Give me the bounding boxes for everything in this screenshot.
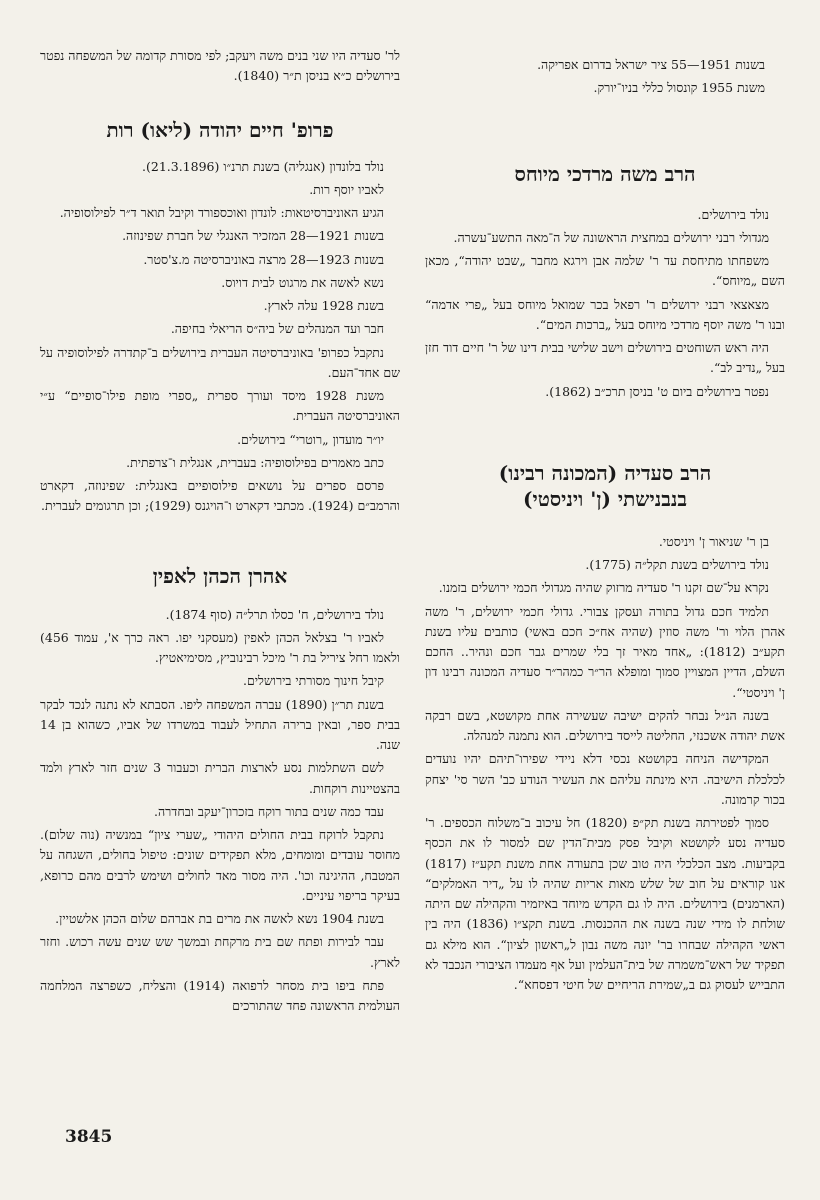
section-body-roth [40,157,400,517]
paragraph: בשנות 1921—28 המזכיר האנגלי של חברת שפינוזה. [122,228,384,244]
paragraph: היה ראש השוחטים בירושלים וישב שלישי בבית דינו של ר' חיים דוד חזן בעל „נדיב לב“. [425,340,785,376]
right-intro [425,0,785,99]
left-column [40,0,400,1019]
paragraph: פתח ביפו בית מסחר לרפואה (1914) והצליח, כשפרצה המלחמה העולמית הראשונה פחד שהתורכים [40,977,400,1013]
paragraph: נפטר בירושלים ביום ט' בניסן תרכ״ב (1862). [545,383,769,399]
paragraph: נשא לאשה את מרגוט לבית דויוס. [221,274,384,290]
paragraph: משפחתו מתיחסת עד ר' שלמה אבן וירגא מחבר „שבט יהודה“, מכאן השם „מיוחס“. [425,253,785,289]
paragraph: תלמיד חכם גדול בתורה ועסקן צבורי. גדולי חכמי ירושלים, ר' משה אהרן הלוי ור' משה סוזין (שהיה אח״כ חכם באשי) כותבים עליו בשנת תקע״ב (1812): „אחד מאיר זך בלי שמרים גבר חכם ונהיר.. החכם השלם, הדיין המצויין סמוך ומופלא הר״ר כמהר״ר סעדיה המכונה רבינו דון ן' ויניסטי“. [425,603,786,700]
paragraph: לשם השתלמות נסע לארצות הברית וכעבור 3 שנים חזר לארץ ולמד בהצטיינות רוקחות. [40,760,400,796]
page-number: 3845 [65,1127,113,1147]
paragraph: משנת 1928 מיסד ועורך ספרית „ספרי מופת פילו־סופיים“ ע״י האוניברסיטה העברית. [40,388,400,424]
paragraph: המקדישה הניחה בקושטא נכסי דלא ניידי שפירו־תיהם יהיו נועדים לכלכלת הישיבה. היא מינתה עליהם את העשיר הנודע כב' השר סי' יצחק בכור קרמונה. [425,751,785,807]
paragraph: יו״ר מועדון „רוטרי“ בירושלים. [237,431,384,447]
section-heading-meyuchas: הרב משה מרדכי מיוחס [514,161,696,186]
paragraph: בשנות 1923—28 מרצה באוניברסיטה מ.צ'סטר. [143,251,384,267]
paragraph: סמוך לפטירתה בשנת תק״פ (1820) חל עיכוב ב־משלוח הכספים. ר' סעדיה נסע לקושטא וקיבל פסק מבית־הדין שם למסור לו את הכסף בקביעות. מצב הכלכלי היה טוב שכן בתעודה אחת משנת תקע״ז (1817) אנו קוראים על חוב של שלש מאות אריות שהיה לו על „דיר האמלקים“ (הארמנים) בירושלים. היה לו גם הקדש מיוחד באיזמיר והקהילה שם היתה שולחת לו מידי שנה בשנה את ההכנסות. בשנת תקצ״ו (1836) היה בין ראשי הקהילה שבחרו בר' יונה משה נבון ל„ראשון לציון“. הוא מילא גם תפקיד של ראש־משמרה של בית־העלמין ועל אף מעמדו הציבורי הנכבד לא התבייש לעסוק גם ב„שמירת הריחיים של חיטי דפסחא“. [425,815,786,992]
continuation-paragraph: לר' סעדיה היו שני בנים משה ויעקב; לפי מסורת קדומה של המשפחה נפטר בירושלים כ״א בניסן ת״ר (1840). [40,48,400,84]
section-heading-lapin: אהרן הכהן לאפין [152,563,288,588]
paragraph: בשנת 1904 נשא לאשה את מרים בת אברהם שלום הכהן אלשטיין. [55,911,384,926]
paragraph: בן ר' שניאור ן' ויניסטי. [658,533,769,549]
section-heading-roth: פרופ' חיים יהודה (ליאו) רות [106,117,334,142]
paragraph: נתקבל לרוקח בבית החולים היהודי „שערי ציון“ במנשיה (נוה שלום). מחוסר עובדים ומומחים, מלא תפקידים שונים: טיפול בחולים, השגחה על המטבח, ההיגינה וכו'. היה מסור מאד לחולים ושימש לרבים מהם כרופא, בעיקר בריפוי עיניים. [40,827,400,903]
paragraph: פרסם ספרים על נושאים פילוסופיים באנגלית: שפינוזה, דקארט והרמב״ם (1924). מכתבי דקארט ו־הויגנס (1929); וכן תרגומים לעברית. [40,478,400,514]
paragraph: נולד בירושלים בשנת תקל״ה (1775). [585,557,769,572]
section-body-meyuchas [425,205,785,402]
right-column [425,0,785,998]
paragraph: בשנת תר״ן (1890) עברה המשפחה ליפו. הסבתא לא נתנה לנכד לבקר בבית ספר, ובאין ברירה התחיל לעבוד במשרדו של אביו, כשהוא בן 14 שנה. [40,696,400,752]
section-body-benveniste [425,532,785,996]
paragraph: מגדולי רבני ירושלים במחצית הראשונה של ה־מאה התשע־עשרה. [453,229,769,245]
intro-line: בשנות 1951—55 ציר ישראל בדרום אפריקה. [537,57,765,72]
section-heading-benveniste: הרב סעדיה (המכונה רבינו) בנבנישתי (ן' ויניסטי) [498,460,712,511]
paragraph: עבד כמה שנים בתור רוקח בזכרון־יעקב ובחדרה. [154,803,384,819]
paragraph: בשנת 1928 עלה לארץ. [263,298,384,313]
paragraph: חבר ועד המנהלים של ביה״ס הריאלי בחיפה. [170,321,384,337]
section-body-lapin [40,605,400,1017]
paragraph: לאביו יוסף רות. [309,181,384,197]
paragraph: מצאצאי רבני ירושלים ר' רפאל בכר שמואל מיוחס בעל „פרי אדמה“ ובנו ר' משה יוסף מרדכי מיוחס בעל „ברכות המים“. [425,296,785,332]
paragraph: הגיע האוניברסיטאות: לונדון ואוכספורד וקיבל תואר ד״ר לפילוסופיה. [59,205,384,220]
paragraph: נקרא על־שם זקנו ר' סעדיה מרזוק שהיה מגדולי חכמי ירושלים בזמנו. [438,580,769,596]
paragraph: קיבל חינוך מסורתי בירושלים. [243,673,384,689]
paragraph: בשנה הנ״ל נבחר להקים ישיבה שעשירה אחת מקושטא, בשם רבקה אשת יהודה אשכנזי, החליטה לייסד בירושלים. הוא נתמנה למנהלה. [425,707,785,743]
paragraph: עבר לבירות ופתח שם בית מרקחת ובמשך שש שנים עשה רכוש. וחזר לארץ. [40,934,400,970]
paragraph: נתקבל כפרופ' באוניברסיטה העברית בירושלים ב־קתדרה לפילוסופיה על שם אחד־העם. [40,344,400,380]
paragraph: נולד בלונדון (אנגליה) בשנת תרנ״ו (21.3.1896). [142,158,384,174]
left-intro [40,0,400,87]
paragraph: נולד בירושלים. [697,206,769,222]
paragraph: נולד בירושלים, ח' כסלו תרל״ה (סוף 1874). [165,606,384,622]
intro-line: משנת 1955 קונסול כללי בניו־יורק. [593,80,765,96]
paragraph: לאביו ר' בצלאל הכהן לאפין (מעסקני יפו. ראה כרך א', עמוד 456) ולאמו רחל ציריל בת ר' מיכל רבינוביץ, מסימיאטיץ. [40,629,400,665]
paragraph: כתב מאמרים בפילוסופיה: בעברית, אנגלית ו־צרפתית. [126,454,384,470]
